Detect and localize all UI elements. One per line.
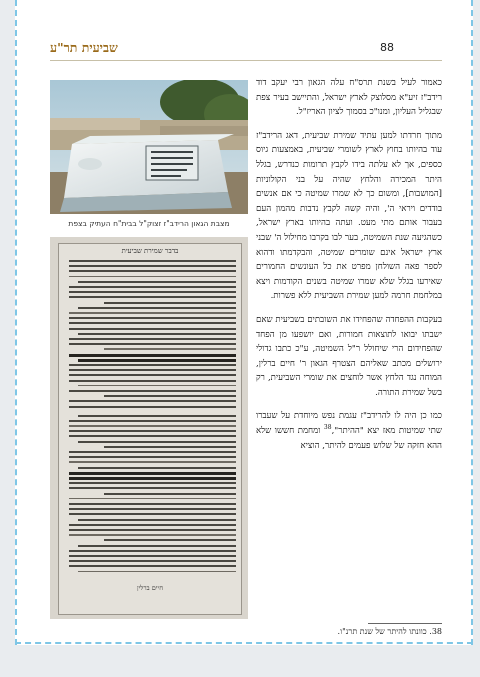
letter-text-line [69, 498, 236, 500]
letter-text-line [69, 425, 236, 427]
letter-text-line [69, 380, 236, 382]
letter-text-line [78, 519, 236, 521]
running-header-title: שביעית תר"ע [50, 40, 118, 55]
letter-text-line [78, 441, 236, 443]
paragraph-3: בעקבות ההפחדה שהפחידו את השובתים בשביעית שאם ישבתו יבואו לתוצאות חמורות, ואם יושפעו מן הפחד שהפחידום הרי שיחולל ר"ל השמיטה, ע"כ כתבו גדולי ירושלים מכתב שאליהם הצטרף הגאון ר' חיים ברלין, המוחה נגד הלחץ אשר לוחצים את שומרי השביעית, רק בשל שמירת התורה. [256, 314, 442, 398]
letter-text-line [69, 400, 236, 402]
letter-text-line [69, 406, 236, 408]
letter-text-line [69, 482, 236, 484]
letter-text-line [69, 369, 236, 371]
letter-text-line [78, 359, 236, 362]
page-border-bottom [15, 642, 473, 644]
letter-text-line [69, 338, 236, 340]
footnote-ref[interactable]: 38 [323, 424, 332, 432]
letter-text-line [69, 312, 236, 314]
letter-page [58, 243, 242, 615]
letter-text-line [69, 343, 236, 345]
letter-text-line [69, 430, 236, 432]
letter-text-line [69, 317, 236, 319]
paragraph-4-part-b: ומחמת חששו שלא ההא חזקה של שלוש פעמים להיתר, הוציא [256, 426, 442, 451]
letter-text-line [78, 281, 236, 283]
letter-text-line [104, 395, 236, 397]
letter-title: בדבר שמירת שביעית [121, 247, 179, 255]
letter-text-line [69, 456, 236, 458]
letter-text-line [69, 390, 236, 392]
letter-text-line [69, 322, 236, 324]
letter-text-line [69, 354, 236, 357]
letter-text-line [69, 513, 236, 515]
letter-text-line [69, 435, 236, 437]
letter-text-line [69, 276, 236, 278]
letter-text-line [69, 560, 236, 562]
letter-text-line [69, 508, 236, 510]
letter-text-line [69, 555, 236, 557]
letter-text-line [78, 571, 236, 573]
letter-text-line [69, 529, 236, 531]
letter-text-line [69, 364, 236, 366]
page-border-left [15, 0, 17, 645]
letter-text-line [78, 385, 236, 387]
letter-text-line [104, 493, 236, 495]
letter-text-line [78, 545, 236, 547]
letter-text-line [69, 260, 236, 262]
paragraph-4-part-a: כמו כן היה לו להרידב"ז עגמת נפש מיוחדת על שעברו שתי שמיטות מאז יצא "ההיתר", [256, 411, 442, 437]
letter-text-line [69, 374, 236, 376]
letter-text-line [69, 472, 236, 475]
page-number: 88 [380, 41, 394, 54]
letter-text-line [69, 265, 236, 267]
page-border-right [471, 0, 473, 645]
letter-signature: חיים ברלין [136, 584, 164, 592]
letter-text-line [78, 333, 236, 335]
letter-text-line [69, 270, 236, 272]
letter-text-line [69, 487, 236, 489]
tombstone-photo [50, 80, 248, 214]
letter-text-line [69, 565, 236, 567]
letter-text-line [69, 291, 236, 293]
letter-text-line [104, 446, 236, 448]
letter-text-line [104, 539, 236, 541]
letter-text-line [69, 420, 236, 422]
paragraph-1: כאמור לעיל בשנת תרס"ח עלה הגאון רבי יעקב דוד רידב"ז זיע"א מסלוצק לארץ ישראל, והתיישב בעיר צפת שבגליל העליון, ומנו"כ בסמוך לציון האריז"ל. [256, 78, 442, 118]
header-rule [50, 60, 442, 61]
letter-text-line [69, 550, 236, 552]
letter-text-line [78, 467, 236, 469]
main-text-column [256, 76, 442, 462]
footnote-38: 38. כוונתו להיתר של שנת תרנ"ו. [337, 627, 442, 636]
letter-text-line [69, 503, 236, 505]
letter-text-line [69, 451, 236, 453]
paragraph-4 [256, 409, 442, 453]
letter-text-line [78, 307, 236, 309]
tombstone-photo-image [50, 80, 248, 214]
footnote-rule [368, 623, 442, 624]
letter-text-line [104, 348, 236, 350]
letter-text-line [69, 286, 236, 288]
letter-text-line [69, 296, 236, 298]
letter-text-line [69, 524, 236, 526]
paragraph-2: מתוך חרדתו למען עתיד שמירת שביעית, דאג הרידב"ז עוד בהיותו בחוץ לארץ לשומרי שביעית, באמצעות גיוס כספים, אך לא עלתה בידו לקבץ תרומות כנדרש, בגלל היתר המכירה והלחץ שהיה על בני הקולוניות [המושבות], ומשום כך לא שמרו שמיטה כי אם אנשים בודדים ויראי ה', והיה קשה לקבץ נדבות מהמון העם בעבור אותם מתי מעט. ועתה בהיותו בארץ ישראל, כשהגיעה שנת השמיטה, בער לבו בקרבו מחילול ה' שבני ארץ ישראל אינם שומרים שמיטה, והבקדמתו ודהוא לספר פאה השולחן מפרט את כל העונשים החמורים שאירעו בגלל שלא שמרו שמיטה בשנים הקודמות ויצא במלחמת חרמה למען שמירת השביעית ללא פשרות. [256, 130, 442, 302]
letter-text-line [69, 534, 236, 536]
photo-caption: מצבת הגאון הרידב"ז זצוק"ל בבית"ח העתיק בצפת [68, 219, 230, 228]
letter-text-line [104, 302, 236, 304]
letter-text-line [78, 415, 236, 417]
letter-text-line [69, 477, 236, 480]
letter-text-line [69, 461, 236, 463]
historical-letter-scan [50, 237, 248, 619]
letter-text-line [69, 328, 236, 330]
